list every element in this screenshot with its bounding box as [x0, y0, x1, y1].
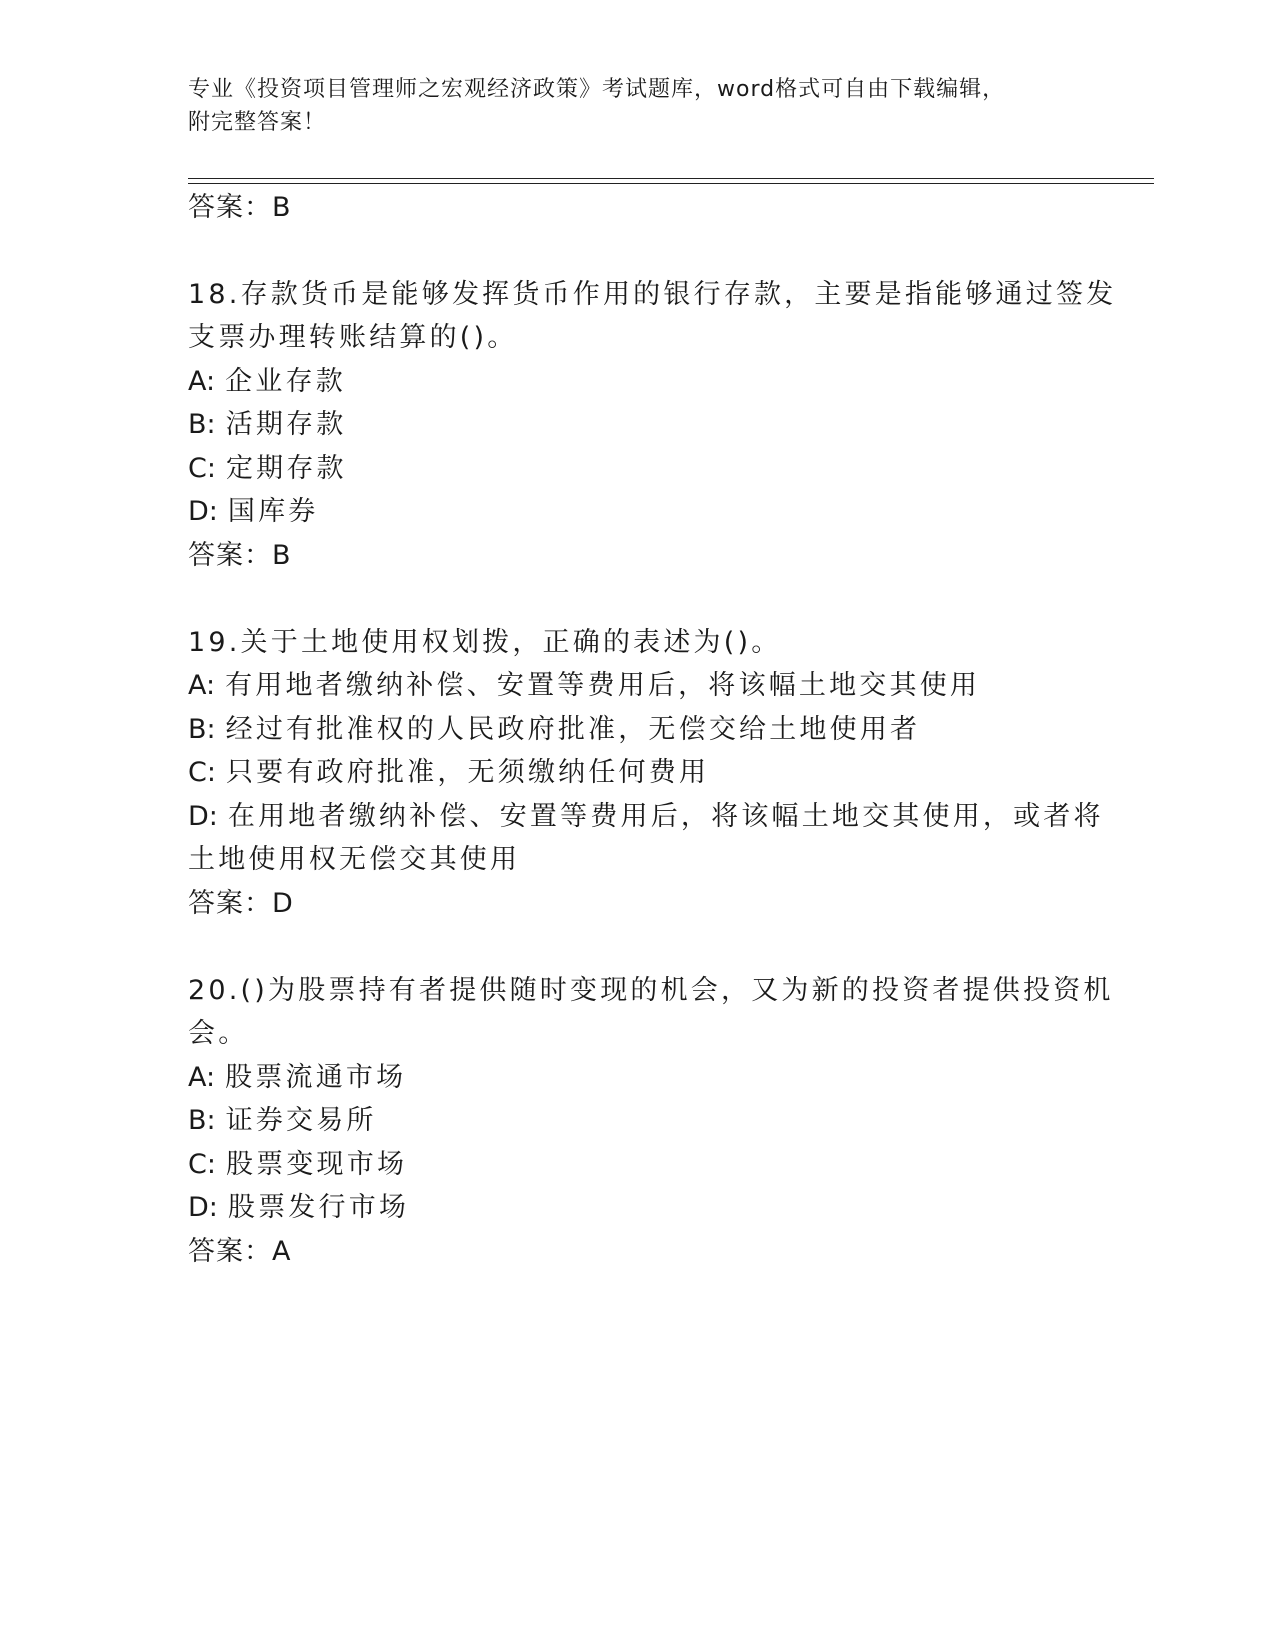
question-19-option-c: [188, 753, 709, 793]
question-20-option-d: [188, 1188, 409, 1228]
question-19-line-1: 19.关于土地使用权划拨，正确的表述为()。: [188, 627, 782, 658]
option-text: 只要有政府批准，无须缴纳任何费用: [225, 757, 710, 788]
option-text: 股票发行市场: [227, 1192, 410, 1223]
option-label: C:: [188, 757, 216, 788]
question-18-option-d: [188, 492, 319, 532]
question-20-option-c: [188, 1145, 407, 1185]
option-text: 活期存款: [225, 409, 347, 440]
option-text: 企业存款: [225, 366, 346, 397]
option-label: C:: [188, 1149, 216, 1180]
option-label: D:: [188, 801, 218, 832]
option-text: 股票流通市场: [225, 1062, 407, 1093]
header-line-1: 专业《投资项目管理师之宏观经济政策》考试题库，word格式可自由下载编辑，: [188, 77, 1006, 102]
question-20-option-b: [188, 1101, 377, 1141]
page-header: [188, 73, 1088, 139]
question-20-line-1: 20.()为股票持有者提供随时变现的机会，又为新的投资者提供投资机: [188, 975, 1114, 1006]
question-18-option-c: [188, 449, 347, 489]
option-text: 有用地者缴纳补偿、安置等费用后，将该幅土地交其使用: [225, 670, 981, 701]
header-divider-top: [188, 178, 1154, 179]
previous-answer: 答案：B: [188, 192, 292, 223]
option-label: B:: [188, 714, 216, 745]
question-19-option-d-continuation: 土地使用权无偿交其使用: [188, 844, 521, 875]
option-text: 国库券: [227, 496, 319, 527]
question-20-line-2: 会。: [188, 1018, 249, 1049]
option-label: B:: [188, 1105, 216, 1136]
question-19-option-b: [188, 710, 920, 750]
question-20-option-a: [188, 1058, 406, 1098]
option-text: 经过有批准权的人民政府批准，无偿交给土地使用者: [225, 714, 921, 745]
header-divider-bottom: [188, 183, 1154, 184]
question-18-option-a: [188, 362, 346, 402]
question-18-line-1: 18.存款货币是能够发挥货币作用的银行存款，主要是指能够通过签发: [188, 279, 1117, 310]
option-label: A:: [188, 1062, 216, 1093]
question-19-answer: 答案：D: [188, 888, 294, 919]
question-20-answer: 答案：A: [188, 1236, 292, 1267]
option-label: D:: [188, 1192, 218, 1223]
header-line-2: 附完整答案！: [188, 110, 327, 135]
option-label: C:: [188, 453, 216, 484]
question-19-option-a: [188, 666, 980, 706]
option-text: 股票变现市场: [225, 1149, 408, 1180]
option-label: B:: [188, 409, 216, 440]
question-18-line-2: 支票办理转账结算的()。: [188, 322, 518, 353]
option-label: A:: [188, 670, 216, 701]
question-18-answer: 答案：B: [188, 540, 292, 571]
option-label: D:: [188, 496, 218, 527]
question-18-option-b: [188, 405, 346, 445]
option-text: 在用地者缴纳补偿、安置等费用后，将该幅土地交其使用，或者将: [227, 801, 1104, 832]
option-text: 定期存款: [225, 453, 347, 484]
question-19-option-d: [188, 797, 1104, 837]
option-label: A:: [188, 366, 216, 397]
option-text: 证券交易所: [225, 1105, 377, 1136]
